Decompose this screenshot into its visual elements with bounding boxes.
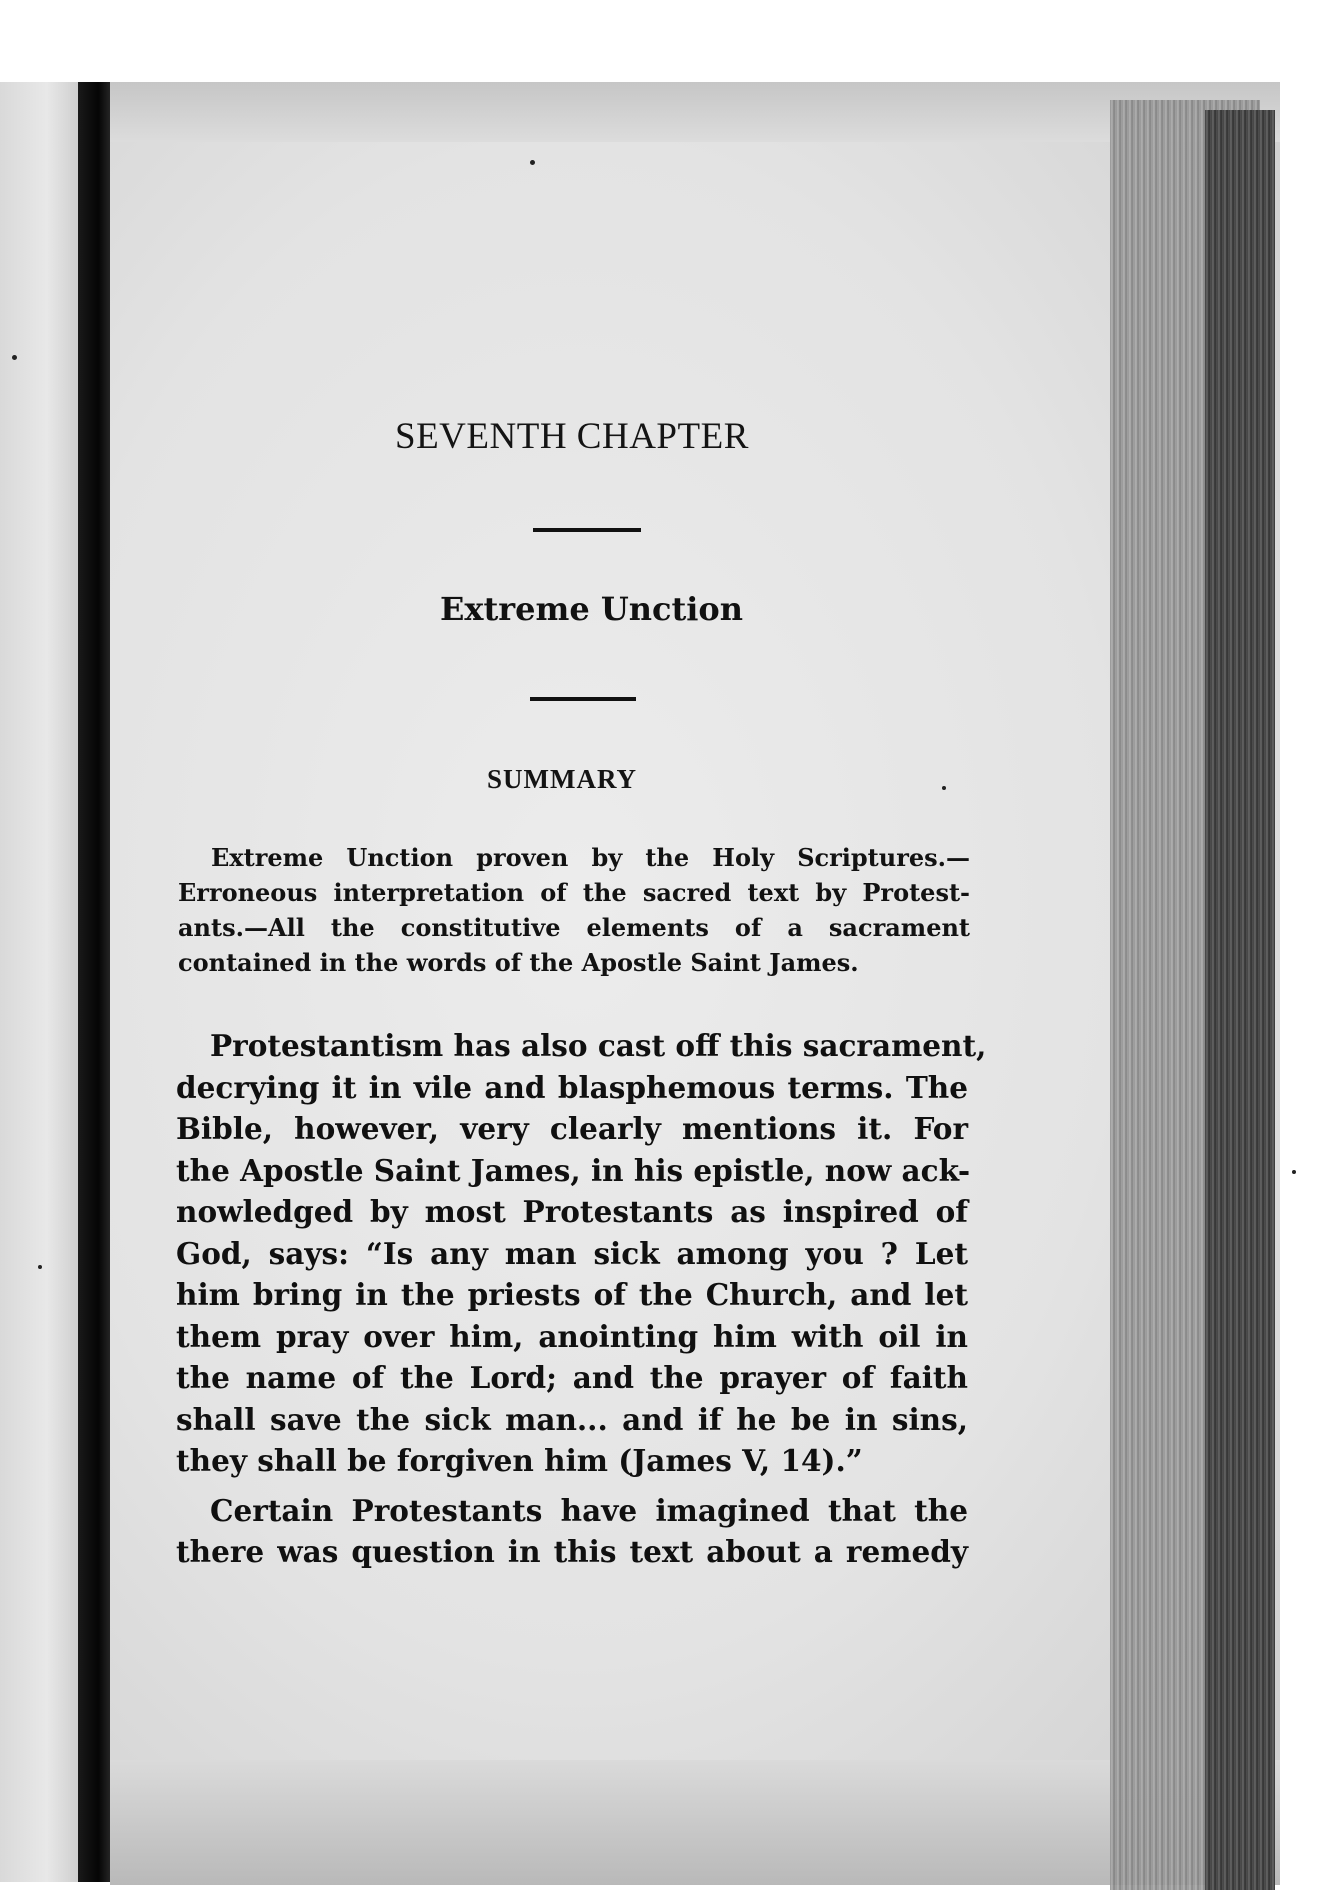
body-line: there was question in this text about a remedy	[176, 1534, 968, 1569]
scan-speck	[12, 355, 17, 360]
body-line: God, says: “Is any man sick among you ? Let	[176, 1235, 968, 1271]
body-paragraph	[176, 1025, 987, 1482]
title-rule-top	[533, 528, 641, 532]
page-bottom-shadow	[110, 1760, 1280, 1885]
body-line: them pray over him, anointing him with oil in	[176, 1318, 968, 1354]
scan-speck	[1292, 1170, 1296, 1174]
summary-line: Erroneous interpretation of the sacred text by Protest-	[178, 878, 970, 907]
body-line: Bible, however, very clearly mentions it. For	[176, 1111, 968, 1146]
summary-line: Extreme Unction proven by the Holy Scriptures.—	[211, 843, 970, 872]
body-line: nowledged by most Protestants as inspired of	[176, 1194, 968, 1229]
facing-page-edge	[0, 82, 78, 1882]
section-title: Extreme Unction	[440, 590, 744, 628]
body-line: they shall be forgiven him (James V, 14).”	[176, 1443, 863, 1478]
body-line: Protestantism has also cast off this sacrament,	[210, 1028, 987, 1063]
summary-line: contained in the words of the Apostle Saint James.	[178, 948, 859, 977]
body-line: the Apostle Saint James, in his epistle, now ack-	[176, 1152, 971, 1188]
page-leaves-dark-edge	[1205, 110, 1275, 1890]
summary-line: ants.—All the constitutive elements of a sacrament	[178, 913, 970, 942]
body-line: decrying it in vile and blasphemous terms. The	[176, 1069, 968, 1105]
body-line: him bring in the priests of the Church, and let	[176, 1277, 968, 1312]
body-text	[176, 1025, 987, 1573]
scan-speck	[38, 1265, 42, 1269]
page-top-shadow	[110, 82, 1280, 142]
scan-speck	[530, 160, 535, 165]
book-gutter	[78, 82, 112, 1882]
page	[110, 100, 1280, 1880]
body-line: the name of the Lord; and the prayer of faith	[176, 1360, 968, 1395]
body-line: Certain Protestants have imagined that the	[210, 1492, 968, 1528]
summary-heading: SUMMARY	[487, 764, 638, 794]
title-rule-bottom	[530, 697, 636, 701]
chapter-title: SEVENTH CHAPTER	[395, 416, 749, 457]
body-line: shall save the sick man... and if he be in sins,	[176, 1401, 968, 1437]
summary-text	[178, 840, 970, 980]
body-paragraph	[176, 1490, 968, 1573]
scan-speck	[942, 786, 946, 790]
